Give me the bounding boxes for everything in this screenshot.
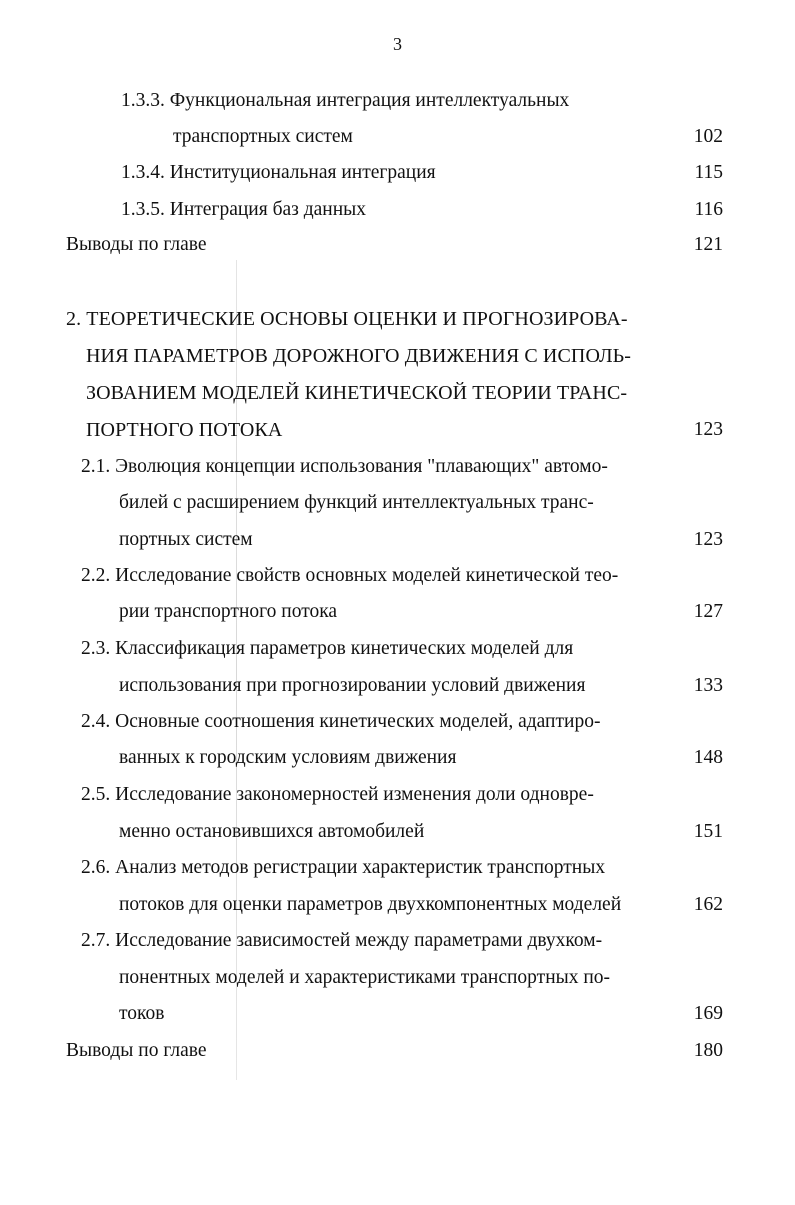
- toc-entry-1-3-4-page: 115: [694, 162, 723, 183]
- toc-entry-1-3-3-line-2: транспортных систем: [173, 126, 353, 147]
- toc-section-2-6-page: 162: [693, 894, 723, 915]
- toc-section-2-7-line-1: 2.7. Исследование зависимостей между параметрами двухком-: [81, 930, 603, 951]
- toc-section-2-7-line-3: токов: [119, 1003, 165, 1024]
- page-number: 3: [393, 34, 402, 54]
- toc-conclusions-chapter-1: Выводы по главе: [66, 234, 207, 255]
- toc-section-2-2-line-2: рии транспортного потока: [119, 601, 338, 622]
- toc-entry-1-3-3-page: 102: [693, 126, 723, 147]
- toc-entry-1-3-5: 1.3.5. Интеграция баз данных: [121, 199, 367, 220]
- toc-chapter-2-line-1: 2. ТЕОРЕТИЧЕСКИЕ ОСНОВЫ ОЦЕНКИ И ПРОГНОЗИРОВА-: [66, 308, 628, 330]
- toc-chapter-2-line-2: НИЯ ПАРАМЕТРОВ ДОРОЖНОГО ДВИЖЕНИЯ С ИСПОЛЬ-: [86, 345, 632, 367]
- toc-section-2-3-line-1: 2.3. Классификация параметров кинетических моделей для: [81, 638, 574, 659]
- toc-chapter-2-line-4: ПОРТНОГО ПОТОКА: [86, 419, 283, 441]
- toc-section-2-2-page: 127: [693, 601, 723, 622]
- toc-conclusions-chapter-1-page: 121: [693, 234, 723, 255]
- toc-section-2-5-line-1: 2.5. Исследование закономерностей изменения доли одновре-: [81, 784, 594, 805]
- toc-section-2-4-page: 148: [693, 747, 723, 768]
- toc-conclusions-chapter-2-page: 180: [693, 1040, 723, 1061]
- toc-section-2-6-line-1: 2.6. Анализ методов регистрации характеристик транспортных: [81, 857, 606, 878]
- toc-section-2-1-line-2: билей с расширением функций интеллектуальных транс-: [119, 492, 594, 513]
- toc-entry-1-3-4: 1.3.4. Институциональная интеграция: [121, 162, 436, 183]
- toc-section-2-4-line-1: 2.4. Основные соотношения кинетических моделей, адаптиро-: [81, 711, 601, 732]
- toc-section-2-2-line-1: 2.2. Исследование свойств основных моделей кинетической тео-: [81, 565, 619, 586]
- toc-chapter-2-page: 123: [693, 419, 723, 440]
- toc-entry-1-3-3-line-1: 1.3.3. Функциональная интеграция интеллектуальных: [121, 90, 570, 111]
- toc-section-2-3-line-2: использования при прогнозировании условий движения: [119, 675, 586, 696]
- toc-section-2-6-line-2: потоков для оценки параметров двухкомпонентных моделей: [119, 894, 622, 915]
- toc-section-2-7-page: 169: [693, 1003, 723, 1024]
- toc-section-2-1-line-3: портных систем: [119, 529, 253, 550]
- toc-section-2-7-line-2: понентных моделей и характеристиками транспортных по-: [119, 967, 611, 988]
- toc-section-2-1-line-1: 2.1. Эволюция концепции использования "плавающих" автомо-: [81, 456, 608, 477]
- toc-entry-1-3-5-page: 116: [694, 199, 723, 220]
- toc-section-2-3-page: 133: [693, 675, 723, 696]
- toc-chapter-2-line-3: ЗОВАНИЕМ МОДЕЛЕЙ КИНЕТИЧЕСКОЙ ТЕОРИИ ТРАНС-: [86, 382, 628, 404]
- toc-section-2-5-page: 151: [693, 821, 723, 842]
- toc-section-2-1-page: 123: [693, 529, 723, 550]
- toc-section-2-4-line-2: ванных к городским условиям движения: [119, 747, 457, 768]
- toc-section-2-5-line-2: менно остановившихся автомобилей: [119, 821, 425, 842]
- toc-conclusions-chapter-2: Выводы по главе: [66, 1040, 207, 1061]
